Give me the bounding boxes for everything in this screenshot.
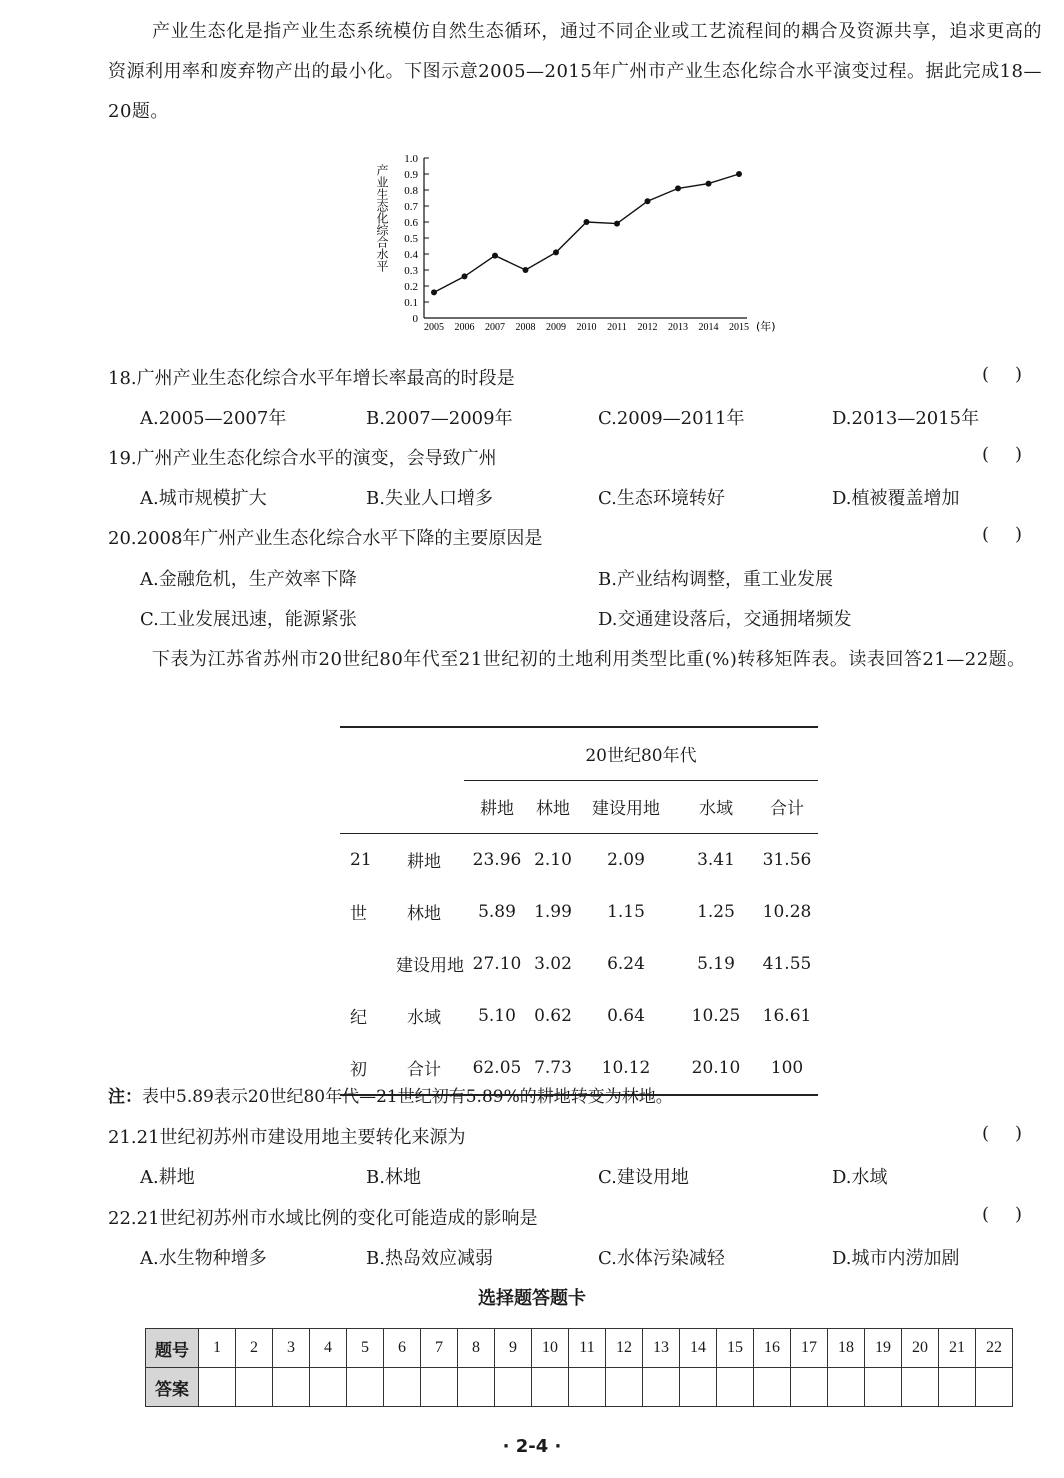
answer-card-question-number: 15 [717, 1329, 754, 1368]
answer-card-answer-cell[interactable] [976, 1368, 1013, 1407]
matrix-blank [384, 780, 464, 833]
answer-card-question-number: 6 [384, 1329, 421, 1368]
x-tick-label: 2010 [576, 322, 597, 333]
answer-card-table [145, 1328, 1013, 1407]
answer-card-answer-cell[interactable] [939, 1368, 976, 1407]
answer-card-question-number: 18 [828, 1329, 865, 1368]
matrix-cell: 20.10 [691, 1057, 741, 1078]
answer-card-question-number: 20 [902, 1329, 939, 1368]
question-20-option-c: C.工业发展迅速，能源紧张 [140, 609, 357, 630]
question-20-answer-paren: () [982, 524, 1049, 545]
intro-paragraph [108, 12, 1042, 132]
y-tick-label: 0.9 [404, 169, 418, 181]
answer-card-question-number: 2 [236, 1329, 273, 1368]
matrix-cell: 62.05 [472, 1057, 522, 1078]
question-22-answer-paren: () [982, 1204, 1049, 1225]
matrix-row-label: 林地 [407, 904, 441, 924]
matrix-row-label: 合计 [407, 1060, 441, 1080]
matrix-cell: 31.56 [762, 849, 812, 870]
matrix-row-group-char [340, 938, 384, 990]
answer-card-answer-cell[interactable] [717, 1368, 754, 1407]
matrix-cell: 10.12 [601, 1057, 651, 1078]
y-tick-label: 0.8 [404, 185, 418, 197]
question-21-option-a: A.耕地 [140, 1167, 195, 1188]
answer-card-answer-cell[interactable] [902, 1368, 939, 1407]
question-18-option-c: C.2009—2011年 [598, 408, 745, 429]
matrix-cell: 23.96 [472, 849, 522, 870]
x-tick-label: 2006 [454, 322, 475, 333]
data-point [462, 273, 468, 279]
data-point [523, 267, 529, 273]
y-tick-label: 0.1 [404, 297, 418, 309]
matrix-row-group-char: 纪 [350, 1008, 367, 1028]
x-tick-label: 2005 [424, 322, 444, 333]
matrix-cell: 1.15 [607, 901, 645, 922]
answer-card-answer-cell[interactable] [495, 1368, 532, 1407]
answer-card-title: 选择题答题卡 [478, 1288, 586, 1309]
question-19-option-c: C.生态环境转好 [598, 488, 725, 509]
matrix-row-label: 水域 [407, 1008, 441, 1028]
question-21-option-c: C.建设用地 [598, 1167, 689, 1188]
data-point [431, 289, 437, 295]
data-point [492, 253, 498, 259]
y-tick-label: 0.3 [404, 265, 418, 277]
question-20-option-d: D.交通建设落后，交通拥堵频发 [598, 609, 852, 630]
answer-card-answer-cell[interactable] [199, 1368, 236, 1407]
y-tick-label: 0.2 [404, 281, 418, 293]
answer-card-answer-cell[interactable] [458, 1368, 495, 1407]
question-21-answer-paren: () [982, 1123, 1049, 1144]
matrix-cell: 16.61 [762, 1005, 812, 1026]
matrix-cell: 1.25 [697, 901, 735, 922]
answer-card-question-number: 7 [421, 1329, 458, 1368]
intro-text: 产业生态化是指产业生态系统模仿自然生态循环，通过不同企业或工艺流程间的耦合及资源共享，追求更高的资源利用率和废弃物产出的最小化。下图示意2005—2015年广州市产业生态化综合水平演变过程。据此完成18—20题。 [108, 21, 1042, 122]
y-tick-label: 0.6 [404, 217, 418, 229]
matrix-cell: 10.25 [691, 1005, 741, 1026]
answer-card-question-number: 19 [865, 1329, 902, 1368]
matrix-row [340, 990, 818, 1042]
x-tick-label: 2012 [637, 322, 658, 333]
note-text: 表中5.89表示20世纪80年代—21世纪初有5.89%的耕地转变为林地。 [142, 1087, 673, 1107]
matrix-row [340, 938, 818, 990]
matrix-corner-2 [384, 727, 464, 780]
question-21-option-d: D.水域 [832, 1167, 888, 1188]
question-21-stem: 21.21世纪初苏州市建设用地主要转化来源为 [108, 1127, 466, 1148]
note-label: 注： [108, 1087, 142, 1107]
table-intro-text: 下表为江苏省苏州市20世纪80年代至21世纪初的土地利用类型比重(%)转移矩阵表。读表回答21—22题。 [152, 649, 1026, 670]
answer-card-answer-cell[interactable] [384, 1368, 421, 1407]
answer-card-answer-cell[interactable] [569, 1368, 606, 1407]
data-point [614, 221, 620, 227]
matrix-col-header: 林地 [536, 799, 570, 819]
question-19-option-d: D.植被覆盖增加 [832, 488, 960, 509]
y-axis-label: 产业生态化综合水平 [375, 164, 389, 272]
question-22-stem: 22.21世纪初苏州市水域比例的变化可能造成的影响是 [108, 1208, 538, 1229]
question-19-option-a: A.城市规模扩大 [140, 488, 267, 509]
x-tick-label: 2014 [698, 322, 719, 333]
answer-card-question-number: 17 [791, 1329, 828, 1368]
answer-card-answer-cell[interactable] [532, 1368, 569, 1407]
question-18-option-b: B.2007—2009年 [366, 408, 513, 429]
data-point [736, 171, 742, 177]
matrix-row-label: 耕地 [407, 852, 441, 872]
answer-card-answer-cell[interactable] [606, 1368, 643, 1407]
data-point [553, 249, 559, 255]
x-tick-label: 2008 [515, 322, 536, 333]
matrix-cell: 0.62 [534, 1005, 572, 1026]
answer-card-answer-cell[interactable] [754, 1368, 791, 1407]
y-tick-label: 1.0 [404, 153, 418, 165]
land-use-transfer-matrix [340, 726, 818, 1096]
x-tick-label: 2015 [729, 322, 749, 333]
data-point [675, 185, 681, 191]
answer-card-answer-cell[interactable] [791, 1368, 828, 1407]
matrix-cell: 27.10 [472, 953, 522, 974]
answer-card-question-number: 13 [643, 1329, 680, 1368]
matrix-cell: 5.89 [478, 901, 516, 922]
answer-card-answer-cell[interactable] [236, 1368, 273, 1407]
answer-card-question-number: 9 [495, 1329, 532, 1368]
y-tick-label: 0.5 [404, 233, 418, 245]
answer-card-question-number: 3 [273, 1329, 310, 1368]
x-axis-label: (年) [756, 320, 776, 333]
matrix-cell: 5.10 [478, 1005, 516, 1026]
question-18-option-d: D.2013—2015年 [832, 408, 980, 429]
matrix-row [340, 886, 818, 938]
matrix-cell: 100 [770, 1057, 804, 1078]
ecology-level-line-chart [364, 150, 784, 338]
question-18-answer-paren: () [982, 364, 1049, 385]
matrix-col-header: 合计 [770, 799, 804, 819]
question-20-option-a: A.金融危机，生产效率下降 [140, 569, 357, 590]
page-number: · 2-4 · [502, 1436, 562, 1457]
matrix-row-group-char: 初 [350, 1060, 367, 1080]
y-tick-label: 0 [412, 313, 418, 325]
matrix-blank [340, 780, 384, 833]
matrix-corner [340, 727, 384, 780]
matrix-cell: 6.24 [607, 953, 645, 974]
matrix-cell: 7.73 [534, 1057, 572, 1078]
table-note [108, 1082, 673, 1107]
answer-card-answer-cell[interactable] [865, 1368, 902, 1407]
matrix-cell: 10.28 [762, 901, 812, 922]
x-tick-label: 2011 [607, 322, 627, 333]
answer-card-answer-cell[interactable] [643, 1368, 680, 1407]
matrix-cell: 1.99 [534, 901, 572, 922]
question-22-option-a: A.水生物种增多 [140, 1248, 267, 1269]
data-point [706, 181, 712, 187]
answer-card-answer-cell[interactable] [828, 1368, 865, 1407]
answer-card-question-number: 5 [347, 1329, 384, 1368]
question-20-stem: 20.2008年广州产业生态化综合水平下降的主要原因是 [108, 528, 543, 549]
series-line [434, 174, 739, 292]
answer-card-question-number: 12 [606, 1329, 643, 1368]
answer-card-question-number: 11 [569, 1329, 606, 1368]
matrix-cell: 5.19 [697, 953, 735, 974]
matrix-row-group-char: 21 [350, 849, 372, 870]
answer-card-question-number: 4 [310, 1329, 347, 1368]
table-intro-paragraph [108, 640, 1042, 680]
answer-card-question-number: 8 [458, 1329, 495, 1368]
x-tick-label: 2009 [546, 322, 566, 333]
answer-card-question-number: 1 [199, 1329, 236, 1368]
matrix-row-group-char: 世 [350, 904, 367, 924]
matrix-cell: 2.09 [607, 849, 645, 870]
question-22-option-b: B.热岛效应减弱 [366, 1248, 493, 1269]
matrix-cell: 0.64 [607, 1005, 645, 1026]
answer-card-answer-label: 答案 [146, 1368, 199, 1407]
answer-card-question-number: 16 [754, 1329, 791, 1368]
answer-card-question-number: 10 [532, 1329, 569, 1368]
answer-card-answer-cell[interactable] [310, 1368, 347, 1407]
answer-card-question-number: 22 [976, 1329, 1013, 1368]
matrix-col-header: 建设用地 [592, 799, 660, 819]
y-tick-label: 0.4 [404, 249, 418, 261]
answer-card-question-number: 14 [680, 1329, 717, 1368]
question-18-stem: 18.广州产业生态化综合水平年增长率最高的时段是 [108, 368, 515, 389]
x-tick-label: 2013 [668, 322, 688, 333]
question-20-option-b: B.产业结构调整，重工业发展 [598, 569, 833, 590]
question-21-option-b: B.林地 [366, 1167, 421, 1188]
data-point [584, 219, 590, 225]
matrix-cell: 41.55 [762, 953, 812, 974]
matrix-row [340, 833, 818, 886]
matrix-cell: 3.02 [534, 953, 572, 974]
answer-card-answer-cell[interactable] [421, 1368, 458, 1407]
question-18-option-a: A.2005—2007年 [140, 408, 287, 429]
x-tick-label: 2007 [485, 322, 505, 333]
question-22-option-c: C.水体污染减轻 [598, 1248, 725, 1269]
data-point [645, 198, 651, 204]
matrix-cell: 2.10 [534, 849, 572, 870]
question-19-stem: 19.广州产业生态化综合水平的演变，会导致广州 [108, 448, 497, 469]
matrix-row-label: 建设用地 [396, 956, 464, 976]
answer-card-number-row [146, 1329, 1013, 1368]
matrix-top-header: 20世纪80年代 [464, 727, 818, 780]
question-19-answer-paren: () [982, 444, 1049, 465]
matrix-col-header: 耕地 [480, 799, 514, 819]
y-tick-label: 0.7 [404, 201, 418, 213]
question-22-option-d: D.城市内涝加剧 [832, 1248, 960, 1269]
answer-card-question-number: 21 [939, 1329, 976, 1368]
question-19-option-b: B.失业人口增多 [366, 488, 493, 509]
answer-card-answer-cell[interactable] [347, 1368, 384, 1407]
answer-card-answer-cell[interactable] [273, 1368, 310, 1407]
answer-card-answer-row [146, 1368, 1013, 1407]
matrix-cell: 3.41 [697, 849, 735, 870]
matrix-col-header: 水域 [699, 799, 733, 819]
answer-card-answer-cell[interactable] [680, 1368, 717, 1407]
answer-card-number-label: 题号 [146, 1329, 199, 1368]
